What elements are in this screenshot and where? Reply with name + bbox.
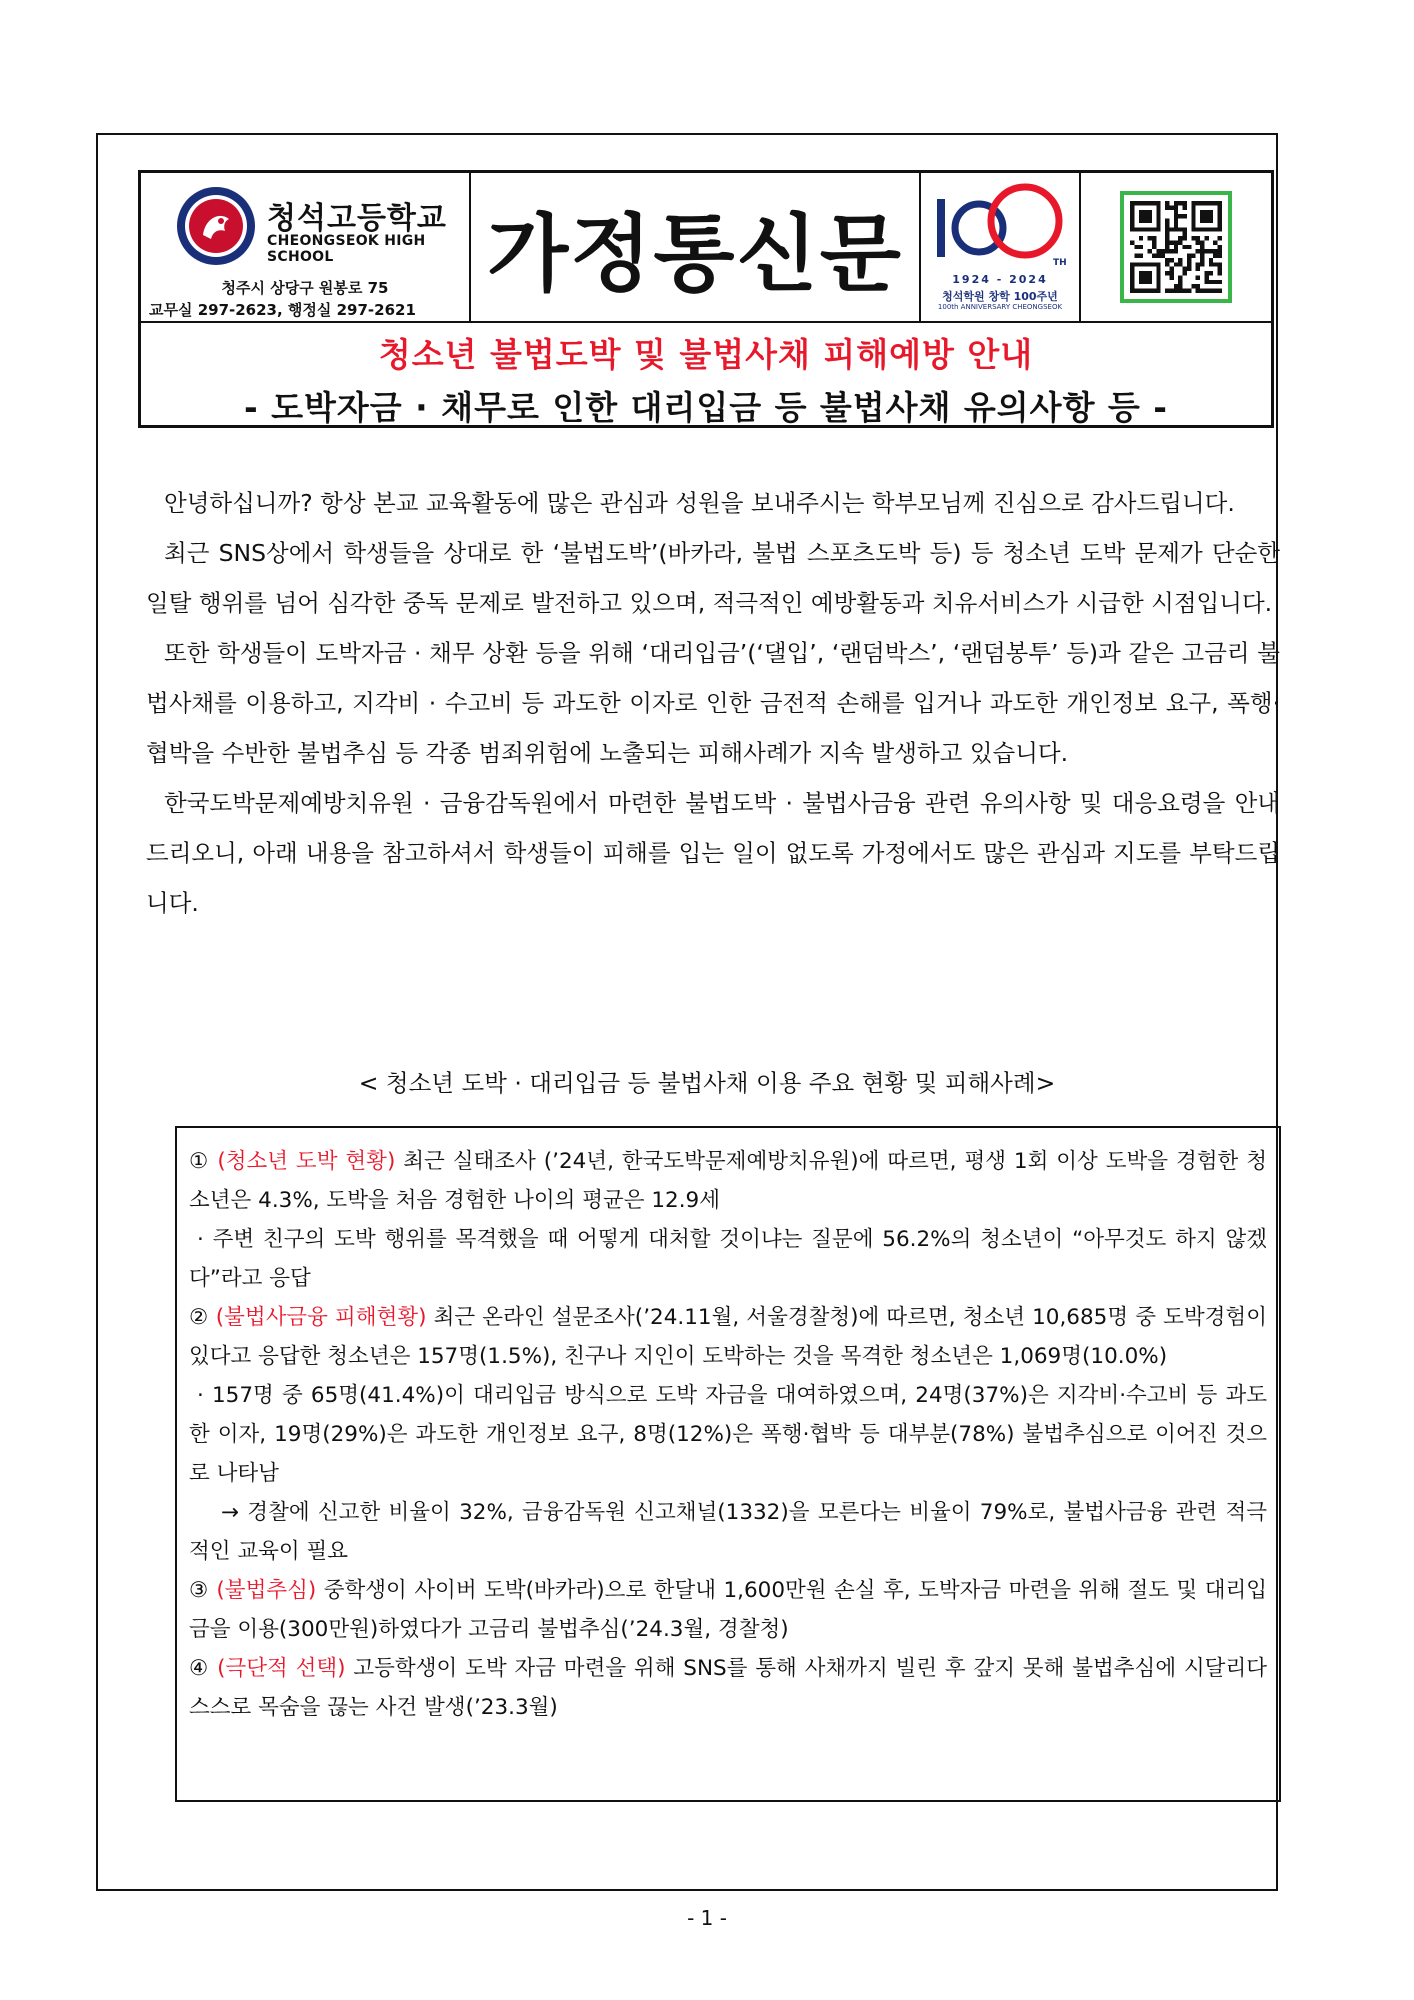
body-paragraph: 한국도박문제예방치유원 · 금융감독원에서 마련한 불법도박 · 불법사금융 관련 유의사항 및 대응요령을 안내드리오니, 아래 내용을 참고하셔서 학생들이 피해를 입는 일이 없도록 가정에서도 많은 관심과 지도를 부탁드립니다. (146, 789, 1280, 917)
case-subpoint: · 157명 중 65명(41.4%)이 대리입금 방식으로 도박 자금을 대여하였으며, 24명(37%)은 지각비·수고비 등 과도한 이자, 19명(29%)은 과도한 개인정보 요구, 8명(12%)은 폭행·협박 등 대부분(78%) 불법추심으로 이어진 것으로 나타남 (189, 1383, 1267, 1486)
case-number: ④ (189, 1656, 210, 1681)
case-item (189, 1142, 1267, 1220)
case-item (189, 1649, 1267, 1727)
school-info-block (141, 173, 471, 321)
school-emblem-icon (175, 185, 257, 267)
body-paragraph: 최근 SNS상에서 학생들을 상대로 한 ‘불법도박’(바카라, 불법 스포츠도박 등) 등 청소년 도박 문제가 단순한 일탈 행위를 넘어 심각한 중독 문제로 발전하고 있으며, 적극적인 예방활동과 치유서비스가 시급한 시점입니다. (146, 539, 1280, 617)
qr-code-icon (1130, 201, 1222, 293)
newsletter-header (138, 170, 1274, 428)
case-text: 최근 온라인 설문조사(’24.11월, 서울경찰청)에 따르면, 청소년 10,685명 중 도박경험이 있다고 응답한 청소년은 157명(1.5%), 친구나 지인이 도박하는 것을 목격한 청소년은 1,069명(10.0%) (189, 1305, 1267, 1369)
body-paragraph: 안녕하십니까? 항상 본교 교육활동에 많은 관심과 성원을 보내주시는 학부모님께 진심으로 감사드립니다. (164, 489, 1235, 517)
case-subpoint: · 주변 친구의 도박 행위를 목격했을 때 어떻게 대처할 것이냐는 질문에 56.2%의 청소년이 “아무것도 하지 않겠다”라고 응답 (189, 1227, 1267, 1291)
anniversary-years: 1924 - 2024 (952, 273, 1048, 286)
case-number: ① (189, 1149, 210, 1174)
school-name-english: CHEONGSEOK HIGH SCHOOL (267, 233, 426, 265)
section-title: < 청소년 도박 · 대리입금 등 불법사채 이용 주요 현황 및 피해사례> (358, 1069, 1056, 1097)
anniversary-logo (921, 173, 1081, 321)
status-cases-box (175, 1126, 1281, 1802)
case-text: 최근 실태조사 (’24년, 한국도박문제예방치유원)에 따르면, 평생 1회 이상 도박을 경험한 청소년은 4.3%, 도박을 처음 경험한 나이의 평균은 12.9세 (189, 1149, 1267, 1213)
case-label: (불법추심) (216, 1578, 317, 1603)
case-label: (불법사금융 피해현황) (215, 1305, 427, 1330)
subtitle-block (141, 321, 1271, 425)
case-text: 고등학생이 도박 자금 마련을 위해 SNS를 통해 사채까지 빌린 후 갚지 못해 불법추심에 시달리다 스스로 목숨을 끊는 사건 발생(’23.3월) (189, 1656, 1267, 1720)
case-number: ② (189, 1305, 209, 1330)
qr-code-block (1081, 173, 1271, 321)
case-arrow-note: → 경찰에 신고한 비율이 32%, 금융감독원 신고채널(1332)을 모른다는 비율이 79%로, 불법사금융 관련 적극적인 교육이 필요 (189, 1500, 1267, 1564)
page-number: - 1 - (687, 1906, 727, 1930)
letter-body (146, 478, 1280, 928)
case-text: 중학생이 사이버 도박(바카라)으로 한달내 1,600만원 손실 후, 도박자금 마련을 위해 절도 및 대리입금을 이용(300만원)하였다가 고금리 불법추심(’24.3월, 경찰청) (189, 1578, 1268, 1642)
case-label: (극단적 선택) (217, 1656, 346, 1681)
page-title: 가정통신문 (471, 173, 921, 321)
case-label: (청소년 도박 현황) (217, 1149, 396, 1174)
case-item (189, 1571, 1267, 1649)
subtitle-secondary: - 도박자금 · 채무로 인한 대리입금 등 불법사채 유의사항 등 - (243, 388, 1168, 427)
anniversary-label: 청석학원 창학 100주년 (942, 290, 1058, 303)
school-phone: 교무실 297-2623, 행정실 297-2621 (149, 301, 416, 319)
subtitle-main: 청소년 불법도박 및 불법사채 피해예방 안내 (378, 335, 1034, 374)
anniversary-th-label: TH (1053, 258, 1067, 268)
qr-code[interactable] (1120, 191, 1232, 303)
body-paragraph: 또한 학생들이 도박자금 · 채무 상환 등을 위해 ‘대리입금’(‘댈입’, ‘랜덤박스’, ‘랜덤봉투’ 등)과 같은 고금리 불법사채를 이용하고, 지각비 · 수고비 등 과도한 이자로 인한 금전적 손해를 입거나 과도한 개인정보 요구, 폭행·협박을 수반한 불법추심 등 각종 범죄위험에 노출되는 피해사례가 지속 발생하고 있습니다. (146, 639, 1280, 767)
case-item (189, 1298, 1267, 1376)
school-address: 청주시 상당구 원봉로 75 (221, 279, 389, 297)
case-number: ③ (189, 1578, 209, 1603)
anniversary-100-icon (929, 181, 1073, 271)
school-name: 청석고등학교 (267, 201, 447, 236)
anniversary-label-english: 100th ANNIVERSARY CHEONGSEOK (937, 303, 1063, 311)
